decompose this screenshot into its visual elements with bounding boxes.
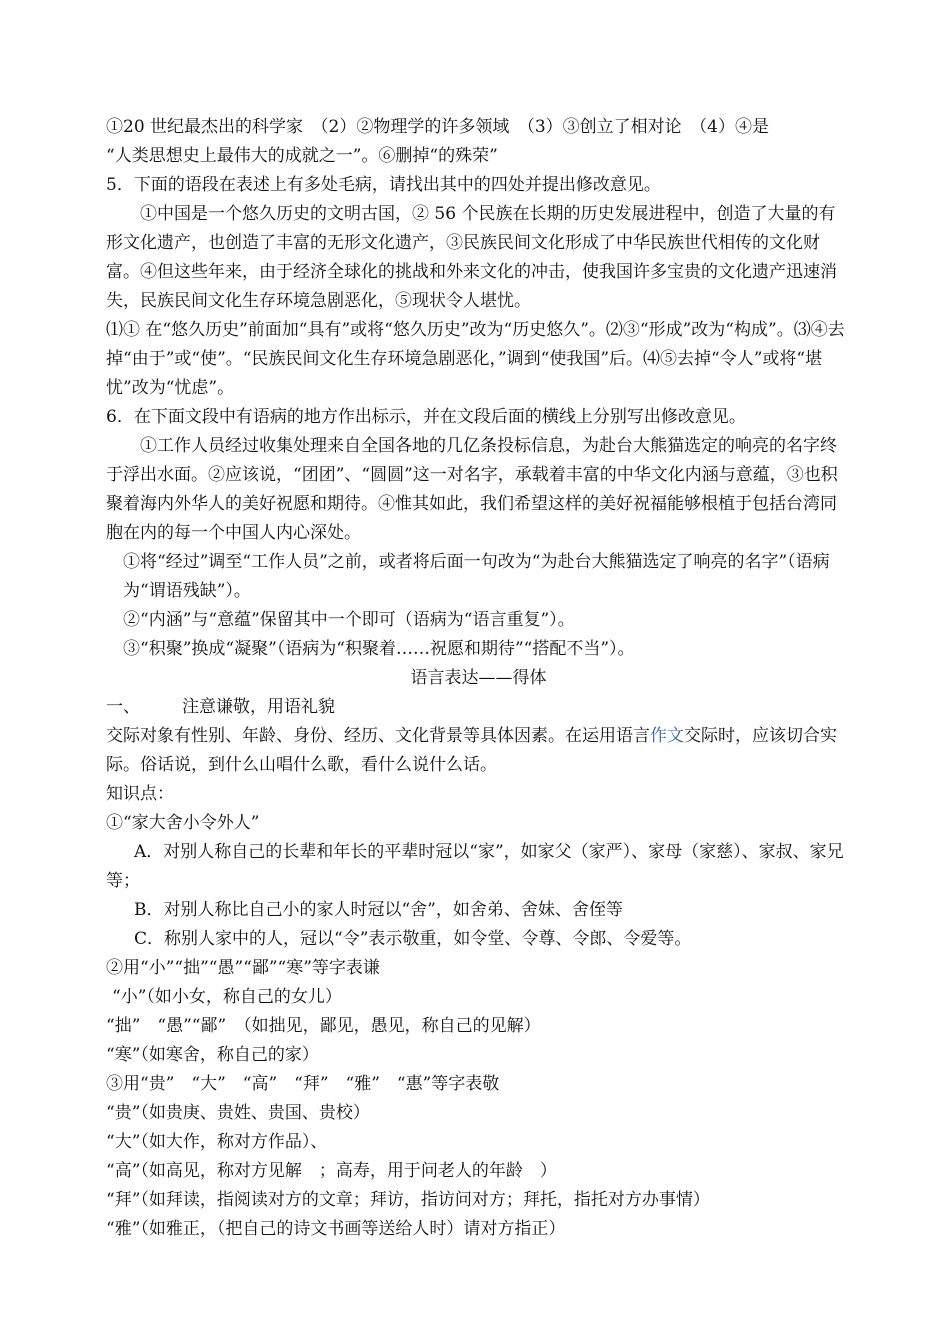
point-1-c: C．称别人家中的人，冠以“令”表示敬重，如令堂、令尊、令郎、令爱等。 [134, 929, 692, 949]
question-6-passage: ①工作人员经过收集处理来自全国各地的几亿条投标信息，为赴台大熊猫选定的响亮的名字终于浮出水面。②应该说，“团团”、“圆圆”这一对名字，承载着丰富的中华文化内涵与意蕴，③也积聚着海内外华人的美好祝愿和期待。④惟其如此，我们希望这样的美好祝福能够根植于包括台湾同胞在内的每一个中国人内心深处。 [106, 436, 838, 543]
document-page [106, 113, 851, 1244]
answer-line-2: “人类思想史上最伟大的成就之一”。⑥删掉“的殊荣” [106, 146, 498, 166]
zuowen-link[interactable]: 作文 [650, 726, 684, 746]
point-2-item-xiao: “小”（如小女，称自己的女儿） [112, 987, 342, 1007]
point-3-item-da: “大”（如大作，称对方作品）、 [106, 1132, 328, 1152]
point-2-item-han: “寒”（如寒舍，称自己的家） [106, 1045, 319, 1065]
question-6-answer-3: ③“积聚”换成“凝聚”（语病为“积聚着……祝愿和期待”“搭配不当”）。 [123, 639, 635, 659]
point-3-item-gao: “高”（如高见，称对方见解 ；高寿，用于问老人的年龄 ） [106, 1161, 557, 1181]
point-2-item-zhuo: “拙” “愚”“鄙” （如拙见，鄙见，愚见，称自己的见解） [106, 1016, 541, 1036]
question-5: 5．下面的语段在表述上有多处毛病，请找出其中的四处并提出修改意见。 [106, 175, 661, 195]
point-3-item-ya: “雅”（如雅正，（把自己的诗文书画等送给人时）请对方指正） [106, 1219, 566, 1239]
point-1-heading: ①“家大舍小令外人” [106, 813, 260, 833]
intro-paragraph: 交际对象有性别、年龄、身份、经历、文化背景等具体因素。在运用语言作文交际时，应该切合实际。俗话说，到什么山唱什么歌，看什么说什么话。 [106, 726, 837, 775]
question-6-answer-1: ①将“经过”调至“工作人员”之前，或者将后面一句改为“为赴台大熊猫选定了响亮的名字”（语病为“谓语残缺”）。 [123, 552, 830, 601]
answer-line-1: ①20 世纪最杰出的科学家 （2）②物理学的许多领域 （3）③创立了相对论 （4）④是 [106, 117, 769, 137]
point-1-b: B．对别人称比自己小的家人时冠以“舍”，如舍弟、舍妹、舍侄等 [134, 900, 623, 920]
point-3-item-gui: “贵”（如贵庚、贵姓、贵国、贵校） [106, 1103, 370, 1123]
section-number: 一、 [106, 697, 140, 717]
knowledge-label: 知识点： [106, 784, 174, 804]
point-3-heading: ③用“贵” “大” “高” “拜” “雅” “惠”等字表敬 [106, 1074, 500, 1094]
section-title: 语言表达——得体 [410, 668, 547, 688]
point-2-heading: ②用“小”“拙”“愚”“鄙”“寒”等字表谦 [106, 958, 380, 978]
section-heading-text: 注意谦敬，用语礼貌 [182, 697, 335, 717]
question-6: 6．在下面文段中有语病的地方作出标示，并在文段后面的横线上分别写出修改意见。 [106, 407, 746, 427]
question-5-passage: ①中国是一个悠久历史的文明古国，② 56 个民族在长期的历史发展进程中，创造了大量的有形文化遗产，也创造了丰富的无形文化遗产，③民族民间文化形成了中华民族世代相传的文化财富。④但这些年来，由于经济全球化的挑战和外来文化的冲击，使我国许多宝贵的文化遗产迅速消失，民族民间文化生存环境急剧恶化，⑤现状令人堪忧。 [106, 204, 837, 311]
section-heading-1 [106, 693, 851, 722]
point-3-item-bai: “拜”（如拜读，指阅读对方的文章；拜访，指访问对方；拜托，指托对方办事情） [106, 1190, 710, 1210]
question-6-answer-2: ②“内涵”与“意蕴”保留其中一个即可（语病为“语言重复”）。 [123, 610, 575, 630]
point-1-a: A．对别人称自己的长辈和年长的平辈时冠以“家”，如家父（家严）、家母（家慈）、家叔、家兄等； [106, 842, 844, 891]
question-5-answer: ⑴① 在“悠久历史”前面加“具有”或将“悠久历史”改为“历史悠久”。⑵③“形成”改为“构成”。⑶④去掉“由于”或“使”。“民族民间文化生存环境急剧恶化，”调到“使我国”后。⑷⑤去掉“令人”或将“堪忧”改为“忧虑”。 [106, 320, 845, 398]
